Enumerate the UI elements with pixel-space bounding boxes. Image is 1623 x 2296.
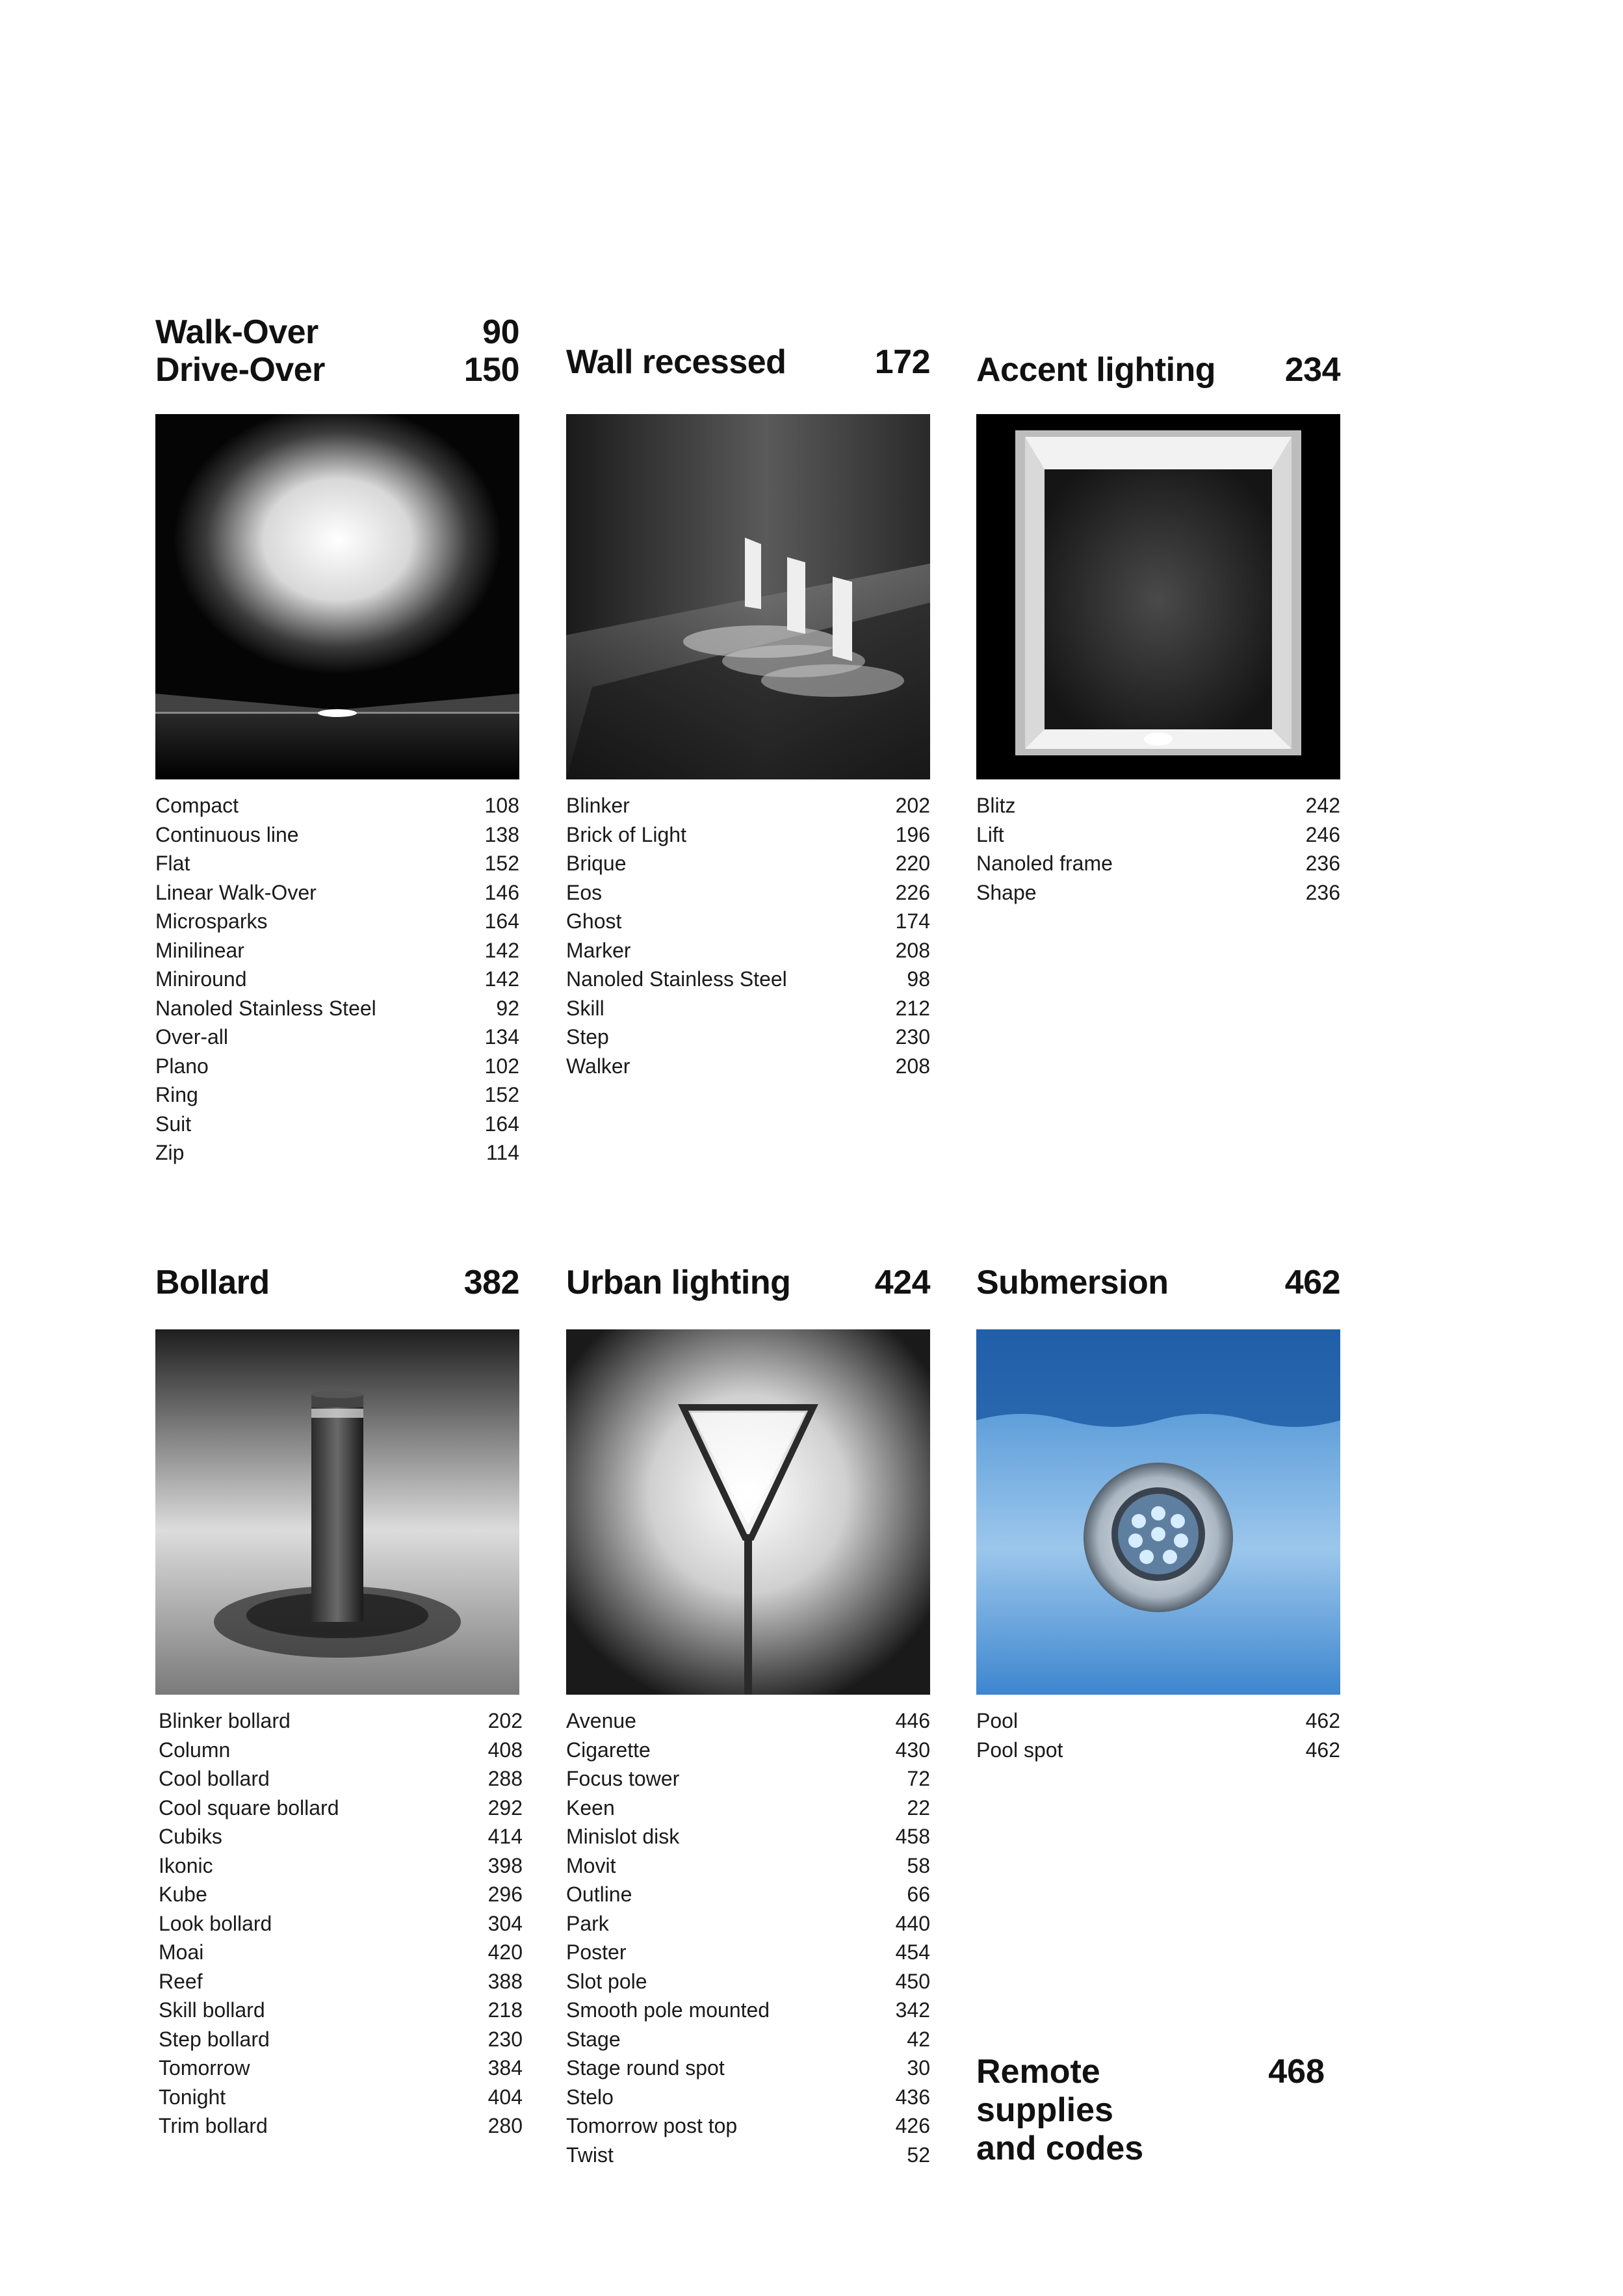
list-item[interactable]: Ikonic 398: [159, 1853, 523, 1877]
list-item[interactable]: Avenue 446: [566, 1709, 930, 1732]
wall-recessed-photo: [566, 414, 930, 779]
list-item[interactable]: Microsparks 164: [155, 909, 519, 933]
list-item[interactable]: Minislot disk 458: [566, 1825, 930, 1848]
list-item[interactable]: Flat 152: [155, 852, 519, 875]
list-item[interactable]: Miniround 142: [155, 967, 519, 991]
list-item[interactable]: Reef 388: [159, 1969, 523, 1993]
section-title: Accent lighting: [976, 351, 1216, 389]
list-item[interactable]: Cubiks 414: [159, 1825, 523, 1848]
section-title: Bollard: [155, 1264, 270, 1301]
list-item[interactable]: Look bollard 304: [159, 1911, 523, 1935]
list-item[interactable]: Focus tower 72: [566, 1767, 930, 1790]
list-item[interactable]: Moai 420: [159, 1940, 523, 1964]
list-item[interactable]: Cool square bollard 292: [159, 1795, 523, 1820]
remote-title: [976, 2053, 1210, 2168]
bollard-photo: [155, 1329, 519, 1695]
product-list: [566, 792, 930, 1082]
list-item[interactable]: Walker 208: [566, 1054, 930, 1078]
list-item[interactable]: Column 408: [159, 1738, 523, 1762]
list-item[interactable]: Smooth pole mounted 342: [566, 1998, 930, 2022]
list-item[interactable]: Ring 152: [155, 1083, 519, 1106]
list-item[interactable]: Pool 462: [976, 1709, 1340, 1732]
list-item[interactable]: Eos 226: [566, 880, 930, 904]
submersion-photo: [976, 1329, 1340, 1695]
list-item[interactable]: Plano 102: [155, 1054, 519, 1078]
list-item[interactable]: Skill bollard 218: [159, 1998, 523, 2022]
list-item[interactable]: Nanoled Stainless Steel 92: [155, 996, 519, 1020]
remote-title-line: supplies: [976, 2091, 1113, 2129]
list-item[interactable]: Stage round spot 30: [566, 2056, 930, 2080]
remote-page: 468: [1268, 2053, 1325, 2091]
section-page-2: 150: [463, 351, 519, 389]
section-page: 462: [1284, 1264, 1340, 1301]
accent-lighting-photo: [976, 414, 1340, 779]
section-title: Wall recessed: [566, 343, 786, 381]
list-item[interactable]: Brique 220: [566, 852, 930, 875]
list-item[interactable]: Compact 108: [155, 794, 519, 817]
list-item[interactable]: Shape 236: [976, 880, 1340, 904]
section-page: 90: [482, 313, 519, 351]
list-item[interactable]: Nanoled frame 236: [976, 852, 1340, 875]
list-item[interactable]: Skill 212: [566, 996, 930, 1020]
section-page: 172: [874, 343, 930, 381]
list-item[interactable]: Brick of Light 196: [566, 822, 930, 846]
list-item[interactable]: Cool bollard 288: [159, 1767, 523, 1790]
list-item[interactable]: Blinker 202: [566, 794, 930, 817]
list-item[interactable]: Stage 42: [566, 2027, 930, 2051]
list-item[interactable]: Nanoled Stainless Steel 98: [566, 967, 930, 991]
list-item[interactable]: Pool spot 462: [976, 1738, 1340, 1762]
list-item[interactable]: Continuous line 138: [155, 822, 519, 846]
list-item[interactable]: Blitz 242: [976, 794, 1340, 817]
section-title: Walk-Over: [155, 313, 318, 351]
list-item[interactable]: Kube 296: [159, 1883, 523, 1906]
list-item[interactable]: Ghost 174: [566, 909, 930, 933]
list-item[interactable]: Trim bollard 280: [159, 2114, 523, 2137]
list-item[interactable]: Blinker bollard 202: [159, 1709, 523, 1732]
section-title-2: Drive-Over: [155, 351, 325, 389]
product-list: [566, 1708, 930, 2171]
urban-lighting-photo: [566, 1329, 930, 1695]
list-item[interactable]: Tomorrow post top 426: [566, 2114, 930, 2137]
list-item[interactable]: Linear Walk-Over 146: [155, 880, 519, 904]
list-item[interactable]: Movit 58: [566, 1853, 930, 1877]
section-title: Submersion: [976, 1264, 1169, 1301]
list-item[interactable]: Suit 164: [155, 1112, 519, 1136]
remote-title-line: Remote: [976, 2053, 1100, 2091]
list-item[interactable]: Outline 66: [566, 1883, 930, 1906]
list-item[interactable]: Cigarette 430: [566, 1738, 930, 1762]
list-item[interactable]: Park 440: [566, 1911, 930, 1935]
list-item[interactable]: Marker 208: [566, 938, 930, 962]
list-item[interactable]: Poster 454: [566, 1940, 930, 1964]
product-list: [159, 1708, 523, 2142]
product-list: [976, 792, 1340, 908]
walk-over-photo: [155, 414, 519, 779]
list-item[interactable]: Minilinear 142: [155, 938, 519, 962]
remote-title-line: and codes: [976, 2130, 1144, 2167]
list-item[interactable]: Over-all 134: [155, 1025, 519, 1049]
list-item[interactable]: Step 230: [566, 1025, 930, 1049]
list-item[interactable]: Twist 52: [566, 2143, 930, 2167]
section-page: 424: [874, 1264, 930, 1301]
list-item[interactable]: Zip 114: [155, 1141, 519, 1164]
product-list: [155, 792, 519, 1169]
list-item[interactable]: Tomorrow 384: [159, 2056, 523, 2080]
section-title: Urban lighting: [566, 1264, 791, 1301]
section-page: 382: [463, 1264, 519, 1301]
product-list: [976, 1708, 1340, 1766]
list-item[interactable]: Stelo 436: [566, 2085, 930, 2109]
list-item[interactable]: Step bollard 230: [159, 2027, 523, 2051]
list-item[interactable]: Tonight 404: [159, 2085, 523, 2109]
list-item[interactable]: Lift 246: [976, 822, 1340, 846]
list-item[interactable]: Slot pole 450: [566, 1969, 930, 1993]
list-item[interactable]: Keen 22: [566, 1795, 930, 1820]
section-page: 234: [1284, 351, 1340, 389]
